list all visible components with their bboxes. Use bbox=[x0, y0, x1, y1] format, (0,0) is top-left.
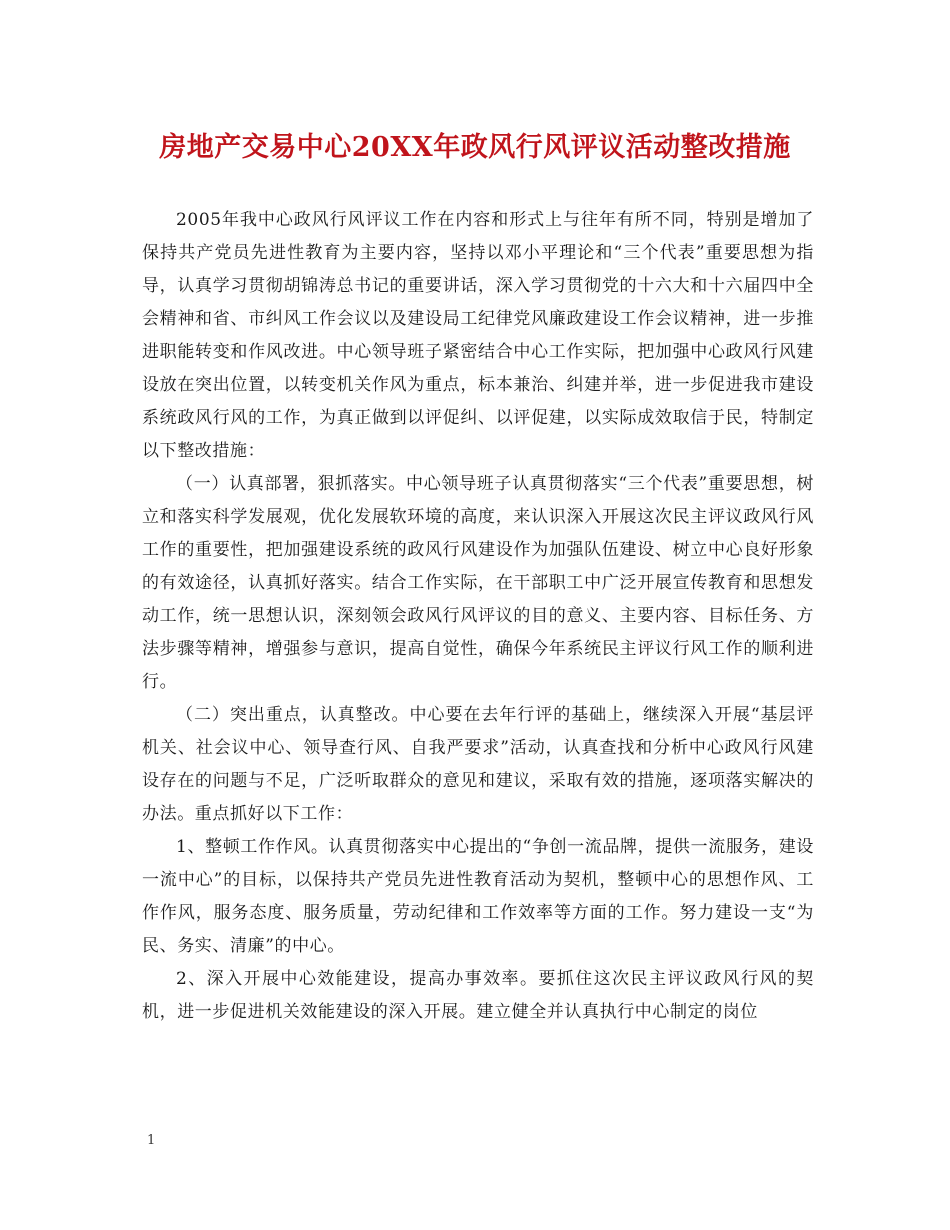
paragraph-item-1: 1、整顿工作作风。认真贯彻落实中心提出的“争创一流品牌，提供一流服务，建设一流中心”的目标，以保持共产党员先进性教育活动为契机，整顿中心的思想作风、工作作风，服务态度、服务质量，劳动纪律和工作效率等方面的工作。努力建设一支“为民、务实、清廉”的中心。 bbox=[142, 837, 814, 956]
page-number: 1 bbox=[147, 1133, 156, 1148]
paragraph-intro: 2005年我中心政风行风评议工作在内容和形式上与往年有所不同，特别是增加了保持共产党员先进性教育为主要内容，坚持以邓小平理论和“三个代表”重要思想为指导，认真学习贯彻胡锦涛总书记的重要讲话，深入学习贯彻党的十六大和十六届四中全会精神和省、市纠风工作会议以及建设局工纪律党风廉政建设工作会议精神，进一步推进职能转变和作风改进。中心领导班子紧密结合中心工作实际，把加强中心政风行风建设放在突出位置，以转变机关作风为重点，标本兼治、纠建并举，进一步促进我市建设系统政风行风的工作，为真正做到以评促纠、以评促建，以实际成效取信于民，特制定以下整改措施： bbox=[142, 210, 814, 461]
paragraph-item-2: 2、深入开展中心效能建设，提高办事效率。要抓住这次民主评议政风行风的契机，进一步促进机关效能建设的深入开展。建立健全并认真执行中心制定的岗位 bbox=[142, 969, 814, 1022]
document-body bbox=[142, 204, 814, 1029]
paragraph-section-1: （一）认真部署，狠抓落实。中心领导班子认真贯彻落实“三个代表”重要思想，树立和落实科学发展观，优化发展软环境的高度，来认识深入开展这次民主评议政风行风工作的重要性，把加强建设系统的政风行风建设作为加强队伍建设、树立中心良好形象的有效途径，认真抓好落实。结合工作实际，在干部职工中广泛开展宣传教育和思想发动工作，统一思想认识，深刻领会政风行风评议的目的意义、主要内容、目标任务、方法步骤等精神，增强参与意识，提高自觉性，确保今年系统民主评议行风工作的顺利进行。 bbox=[142, 474, 814, 692]
document-title: 房地产交易中心20XX年政风行风评议活动整改措施 bbox=[159, 132, 791, 163]
paragraph-section-2: （二）突出重点，认真整改。中心要在去年行评的基础上，继续深入开展“基层评机关、社会议中心、领导查行风、自我严要求”活动，认真查找和分析中心政风行风建设存在的问题与不足，广泛听取群众的意见和建议，采取有效的措施，逐项落实解决的办法。重点抓好以下工作： bbox=[142, 705, 814, 824]
